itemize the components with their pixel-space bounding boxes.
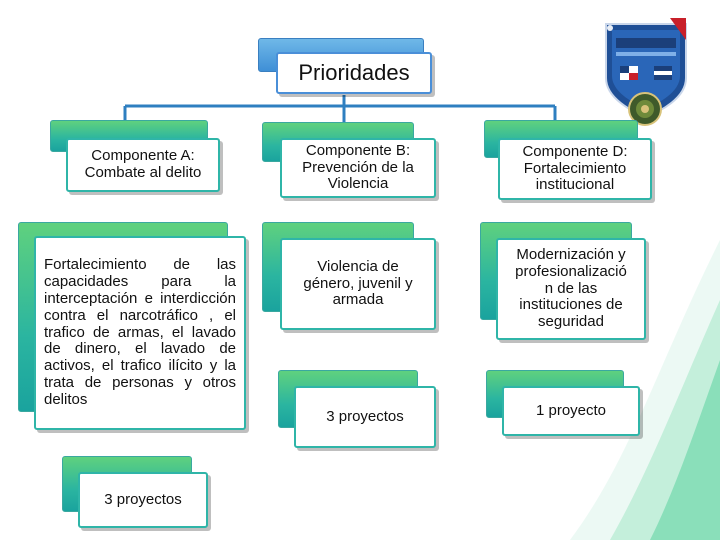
component-d-description: Modernización y profesionalizació n de las instituciones de seguridad (496, 238, 646, 340)
component-d-header: Componente D: Fortalecimiento institucional (498, 138, 652, 200)
component-d-projects: 1 proyecto (502, 386, 640, 436)
component-b-header: Componente B: Prevención de la Violencia (280, 138, 436, 198)
component-a-description: Fortalecimiento de las capacidades para la interceptación e interdicción contra el narcotráfico , el trafico de armas, el lavado de dinero, el lavado de activos, el trafico ilícito y la trata de personas y otros delitos (34, 236, 246, 430)
component-a-header: Componente A: Combate al delito (66, 138, 220, 192)
component-b-projects: 3 proyectos (294, 386, 436, 448)
diagram-title: Prioridades (276, 52, 432, 94)
component-b-description: Violencia de género, juvenil y armada (280, 238, 436, 330)
component-a-projects: 3 proyectos (78, 472, 208, 528)
